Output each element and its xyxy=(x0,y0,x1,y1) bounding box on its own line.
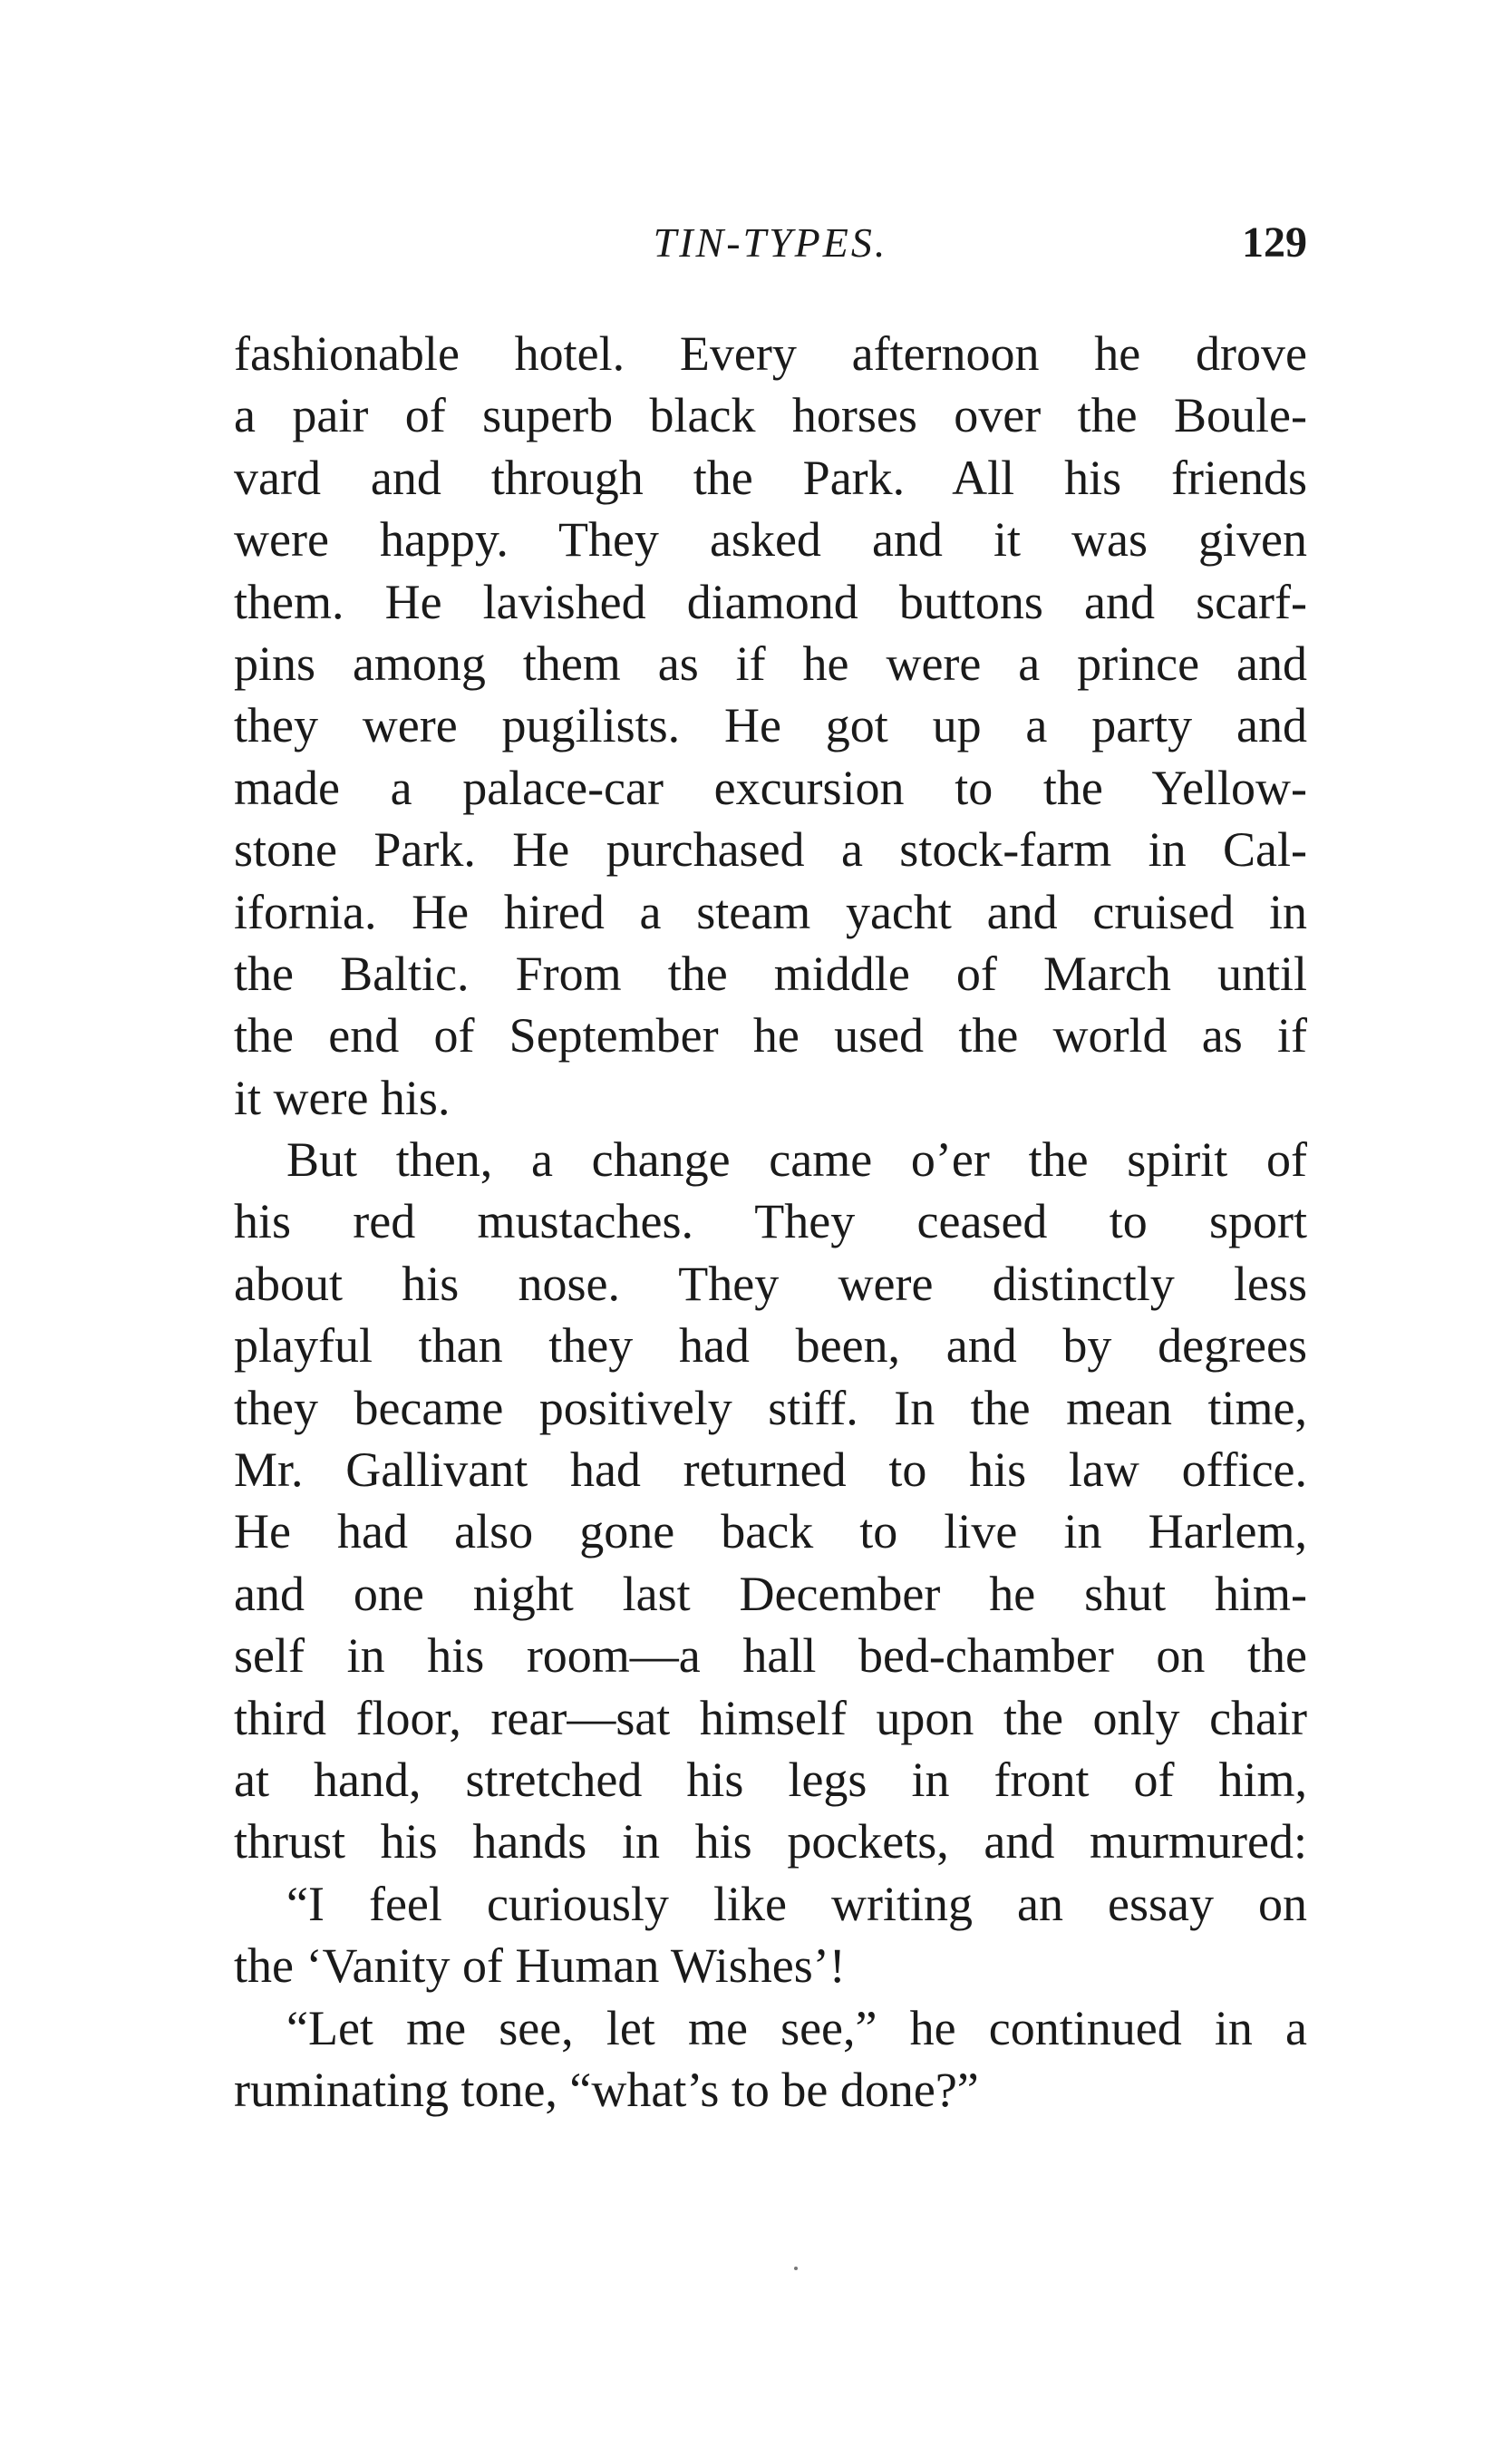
text-line: But then, a change came o’er the spirit of xyxy=(286,1132,1307,1188)
text-line: ifornia. He hired a steam yacht and cruised in xyxy=(234,884,1307,939)
text-line: vard and through the Park. All his friends xyxy=(234,450,1307,505)
text-line: made a palace-car excursion to the Yellow- xyxy=(234,760,1307,815)
text-line: fashionable hotel. Every afternoon he drove xyxy=(234,326,1307,381)
text-line: at hand, stretched his legs in front of him, xyxy=(234,1752,1307,1807)
body-text xyxy=(234,323,1307,2121)
text-line: “I feel curiously like writing an essay on xyxy=(286,1876,1307,1931)
running-title: TIN-TYPES. xyxy=(653,219,888,266)
text-line: his red mustaches. They ceased to sport xyxy=(234,1194,1307,1249)
text-line: the Baltic. From the middle of March until xyxy=(234,946,1307,1001)
text-line: about his nose. They were distinctly less xyxy=(234,1256,1307,1311)
text-line: they became positively stiff. In the mean time, xyxy=(234,1380,1307,1435)
text-line: it were his. xyxy=(234,1070,451,1125)
text-line: the end of September he used the world as if xyxy=(234,1008,1307,1063)
text-line: third floor, rear—sat himself upon the only chair xyxy=(234,1690,1307,1745)
text-line: Mr. Gallivant had returned to his law office. xyxy=(234,1442,1307,1498)
text-line: “Let me see, let me see,” he continued in a xyxy=(286,2000,1307,2055)
text-line: self in his room—a hall bed-chamber on the xyxy=(234,1628,1307,1684)
text-line: they were pugilists. He got up a party and xyxy=(234,698,1307,753)
text-line: them. He lavished diamond buttons and scarf- xyxy=(234,574,1307,629)
text-line: stone Park. He purchased a stock-farm in Cal- xyxy=(234,822,1307,878)
text-line: He had also gone back to live in Harlem, xyxy=(234,1504,1307,1559)
text-line: the ‘Vanity of Human Wishes’! xyxy=(234,1938,846,1994)
running-head xyxy=(234,216,1307,270)
text-line: ruminating tone, “what’s to be done?” xyxy=(234,2062,979,2117)
print-speck xyxy=(794,2267,798,2270)
text-line: and one night last December he shut him- xyxy=(234,1566,1307,1621)
text-line: playful than they had been, and by degrees xyxy=(234,1318,1307,1374)
text-line: a pair of superb black horses over the Boule- xyxy=(234,388,1307,443)
text-line: pins among them as if he were a prince and xyxy=(234,636,1307,691)
text-line: thrust his hands in his pockets, and murmured: xyxy=(234,1814,1307,1869)
text-line: were happy. They asked and it was given xyxy=(234,512,1307,568)
page-number: 129 xyxy=(1242,218,1307,267)
